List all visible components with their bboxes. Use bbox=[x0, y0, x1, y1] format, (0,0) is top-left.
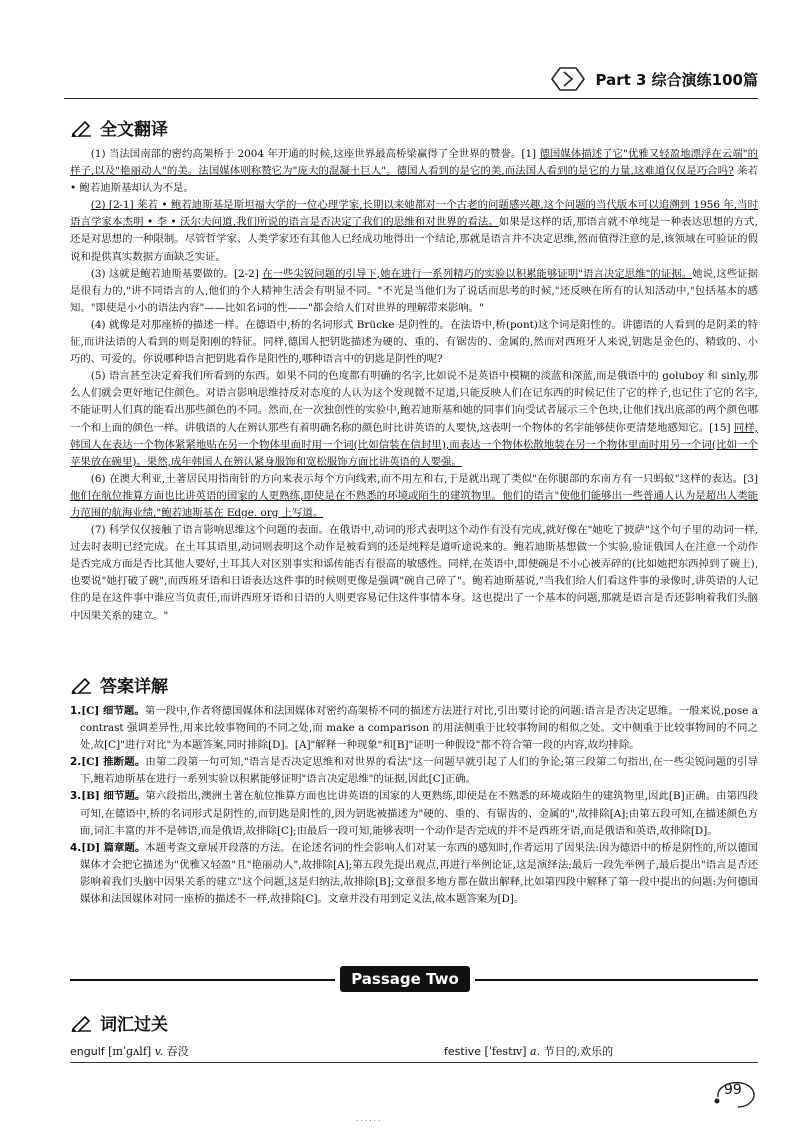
vocab-ipa: [ˈfestɪv] bbox=[484, 1045, 527, 1058]
header-rule bbox=[64, 98, 758, 99]
answer-number: 3. bbox=[70, 790, 82, 803]
answer-text: 本题考查文章展开段落的方法。在论述名词的性会影响人们对某一东西的感知时,作者运用了因果法:因为德语中的桥是阴性的,所以德国媒体才会把它描述为"优雅又轻盈"且"艳丽动人",故排除[A];第五段先提出观点,再进行举例论证,这是演绎法;最后一段先举例子,最后提出"语言是否还影响着我们头脑中因果关系的建立"这个问题,这是归纳法,故排除[B];文章很多地方都在做出解释,比如第四段中解释了第一段中提出的问题:为何德国媒体和法国媒体对同一座桥的描述不一样,故排除[C]。文章并没有用到定义法,故本题答案为[D]。 bbox=[80, 841, 758, 906]
paragraph-text: 她说,这些证据是很有力的,"讲不同语言的人,他们的个人精神生活会有明显不同。"不光是当他们为了说话而思考的时候,"还反映在所有的认知活动中,"包括基本的感知。"即使是小小的语法内容"——比如名词的性——"都会给人们对世界的理解带来影响。" bbox=[70, 267, 758, 314]
underlined-text: 在一些尖锐问题的引导下,她在进行一系列精巧的实验以积累能够证明"语言决定思维"的证据。 bbox=[262, 267, 693, 280]
paragraph-text: (6) 在澳大利亚,土著居民用指南针的方向来表示每个方向线索,而不用左和右,于是就出现了类似"在你腿部的东南方有一只蚂蚁"这样的表达。[3] bbox=[90, 472, 758, 485]
translation-paragraph bbox=[70, 146, 758, 197]
underlined-text: 德国媒体描述了它"优雅又轻盈地漂浮在云端"的样子,以及"艳丽动人"的美。法国媒体则称赞它为"庞大的混凝土巨人"。德国人看到的是它的美,而法国人看到的是它的力量,这难道仅仅是巧合吗? bbox=[70, 148, 758, 178]
answer-tag: [C] 推断题。 bbox=[81, 756, 146, 769]
vocab-pos: v. bbox=[154, 1045, 164, 1058]
paragraph-text: (4) 就像是对那座桥的描述一样。在德语中,桥的名词形式 Brücke 是阴性的。在法语中,桥(pont)这个词是阳性的。讲德语的人看到的是阴柔的特征,而讲法语的人看到的则是阳刚的特征。同样,德国人把钥匙描述为硬的、重的、有锯齿的、金属的,然而对西班牙人来说,钥匙是金色的、精致的、小巧的、可爱的。你说哪种语言把钥匙看作是阳性的,哪种语言中的钥匙是阴性的呢? bbox=[70, 318, 758, 366]
vocab-word: festive bbox=[444, 1045, 482, 1058]
answers-heading bbox=[70, 672, 758, 697]
translation-paragraph bbox=[70, 266, 758, 317]
vocab-row bbox=[70, 1043, 758, 1059]
answer-item bbox=[70, 703, 758, 754]
answer-tag: [C] 细节题。 bbox=[81, 705, 145, 717]
answer-text: 第一段中,作者将德国媒体和法国媒体对密约高架桥不同的描述方法进行对比,引出要讨论的问题:语言是否决定思维。一般来说,pose a contrast 强调差异性,用来比较事物间的不同之处,而 make a comparison 的用法侧重于比较事物间的相似之处。文中侧重于比较事物间的不同之处,故[C]"进行对比"为本题答案,同时排除[D]。[A]"解释一种现象"和[B]"证明一种假设"都不符合第一段的内容,故均排除。 bbox=[80, 705, 758, 752]
answers-section bbox=[70, 672, 758, 908]
translation-paragraph bbox=[70, 471, 758, 522]
paragraph-text: (3) 这就是鲍若迪斯基要做的。[2-2] bbox=[90, 267, 263, 280]
chevron-badge-icon bbox=[550, 66, 590, 92]
banner-rule-left bbox=[70, 979, 335, 981]
passage-title: Passage Two bbox=[340, 966, 470, 992]
underlined-text: 同样,韩国人在表达一个物体紧紧地贴在另一个物体里面时用一个词(比如信装在信封里),而表达一个物体松散地装在另一个物体里面时用另一个词(比如一个苹果放在碗里)。 bbox=[70, 421, 758, 468]
translation-paragraph bbox=[70, 197, 758, 265]
translation-heading-text: 全文翻译 bbox=[100, 120, 168, 140]
vocab-heading-text: 词汇过关 bbox=[100, 1015, 168, 1035]
paragraph-text: (1) 当法国南部的密约高架桥于 2004 年开通的时候,这座世界最高桥梁赢得了全世界的赞誉。[1] bbox=[90, 148, 540, 160]
paragraph-text: (5) 语言甚至决定着我们所看到的东西。如果不同的色度都有明确的名字,比如说不是英语中模糊的淡蓝和深蓝,而是俄语中的 goluboy 和 sinly,那么人们就会更好地记住颜色。对语言影响思维持反对态度的人认为这个发现微不足道,只能反映人们在记东西的时候记住了它的样子,也记住了它的名字,不能证明人们真的能看出那些颜色的不同。然而,在一次独创性的实验中,鲍若迪斯基和她的同事们向受试者展示三个色块,让他们找出底部的两个颜色哪一个和上面的颜色一样。讲俄语的人在辨认那些有着明确名称的颜色时比讲英语的人要快,这表明一个物体的名字能够使你更清楚地感知它。[15] bbox=[70, 370, 758, 434]
answer-tag: [D] 篇章题。 bbox=[81, 841, 146, 854]
vocab-word: engulf bbox=[70, 1045, 105, 1058]
pencil-icon bbox=[70, 676, 92, 694]
underlined-text: 他们在航位推算方面也比讲英语的国家的人更熟练,即使是在不熟悉的环境或陌生的建筑物里。他们的语言"使他们能够出一些普通人认为是超出人类能力范围的航海业绩,"鲍若迪斯基在 Edge. org 上写道。 bbox=[70, 489, 758, 519]
vocab-heading bbox=[70, 1010, 758, 1035]
translation-heading bbox=[70, 115, 758, 140]
answer-number: 4. bbox=[70, 841, 82, 854]
vocab-rule bbox=[70, 1062, 758, 1063]
answers-heading-text: 答案详解 bbox=[100, 677, 168, 697]
paragraph-text: (7) 科学仅仅接触了语言影响思维这个问题的表面。在俄语中,动词的形式表明这个动作有没有完成,就好像在"她吃了披萨"这个句子里的动词一样,过去时表明已经完成。在土耳其语里,动词则表明这个动作是被看到的还是纯粹是道听途说来的。鲍若迪斯基想做一个实验,验证俄国人在注意一个动作是否完成方面是否比其他人要好,土耳其人对区别事实和谣传能否有很高的敏感性。同样,在英语中,即便碗是不小心被弄碎的(比如她把东西掉到了碗上),也要说"她打破了碗",而西班牙语和日语表达这件事的时候则更像是强调"碗自己碎了"。鲍若迪斯基说,"当我们给人们看这件事的录像时,讲英语的人记住的是在这件事中谁应当负责任,而讲西班牙语和日语的人则更容易记住这件事情本身。这也提出了一个基本的问题,那就是语言是否还影响着我们头脑中因果关系的建立。" bbox=[70, 524, 758, 622]
vocab-section bbox=[70, 1010, 758, 1035]
translation-body bbox=[70, 146, 758, 625]
header-title: Part 3 综合演练100篇 bbox=[595, 70, 758, 89]
translation-paragraph bbox=[70, 317, 758, 368]
page-header bbox=[550, 66, 758, 92]
pencil-icon bbox=[70, 1014, 92, 1032]
answer-number: 1. bbox=[70, 705, 82, 717]
translation-paragraph bbox=[70, 368, 758, 471]
answer-item bbox=[70, 788, 758, 839]
page-number: 99 bbox=[724, 1082, 742, 1098]
answer-item bbox=[70, 840, 758, 908]
translation-section bbox=[70, 115, 758, 625]
vocab-meaning: 吞没 bbox=[166, 1045, 189, 1058]
paragraph-text: 如果是这样的话,那语言就不单纯是一种表达思想的方式,还是对思想的一种限制。尽管哲学家、人类学家还有其他人已经成功地得出一个结论,那就是语言并不决定思维,然而值得注意的是,该领域在可验证的假说和提供真实数据方面缺乏实证。 bbox=[70, 216, 758, 263]
vocab-entry bbox=[384, 1043, 758, 1059]
answers-body bbox=[70, 703, 758, 908]
underlined-text: 果然,成年韩国人在辨认紧身服饰和宽松服饰方面比讲英语的人要强。 bbox=[146, 455, 462, 468]
underlined-text: (2) [2-1] 莱若 • 鲍若迪斯基是斯坦福大学的一位心理学家,长期以来她都对一个古老的问题感兴趣,这个问题的当代版本可以追溯到 1956 年,当时语言学家本杰明 • 李 • 沃尔夫问道,我们所说的语言是否决定了我们的思维和对世界的看法。 bbox=[70, 199, 758, 229]
answer-text: 由第二段第一句可知,"语言是否决定思维和对世界的看法"这一问题早就引起了人们的争论;第三段第二句指出,在一些尖锐问题的引导下,鲍若迪斯基在进行一系列实验以积累能够证明"语言决定思维"的证据,因此[C]正确。 bbox=[80, 756, 758, 786]
paragraph-text: 莱若 • 鲍若迪斯基却认为不是。 bbox=[70, 165, 758, 195]
vocab-pos: a. bbox=[530, 1045, 541, 1058]
vocab-meaning: 节日的,欢乐的 bbox=[543, 1045, 614, 1058]
translation-paragraph bbox=[70, 522, 758, 625]
passage-banner bbox=[0, 963, 800, 995]
answer-tag: [B] 细节题。 bbox=[81, 790, 146, 803]
banner-rule-right bbox=[475, 979, 758, 981]
footer-mark: · · · · · · bbox=[356, 1117, 381, 1125]
answer-item bbox=[70, 754, 758, 788]
vocab-ipa: [ɪnˈɡʌlf] bbox=[108, 1045, 152, 1058]
answer-text: 第六段指出,澳洲土著在航位推算方面也比讲英语的国家的人更熟练,即使是在不熟悉的环境或陌生的建筑物里,因此[B]正确。由第四段可知,在德语中,桥的名词形式是阴性的,而钥匙是阳性的,因为钥匙被描述为"硬的、重的、有锯齿的、金属的",故排除[A];由第五段可知,在描述颜色方面,词汇丰富的并不是韩语,而是俄语,故排除[C];由最后一段可知,能够表明一个动作是否完成的并不是西班牙语,而是俄语和英语,故排除[D]。 bbox=[80, 790, 758, 837]
vocab-entry bbox=[70, 1043, 384, 1059]
pencil-icon bbox=[70, 119, 92, 137]
answer-number: 2. bbox=[70, 756, 82, 769]
